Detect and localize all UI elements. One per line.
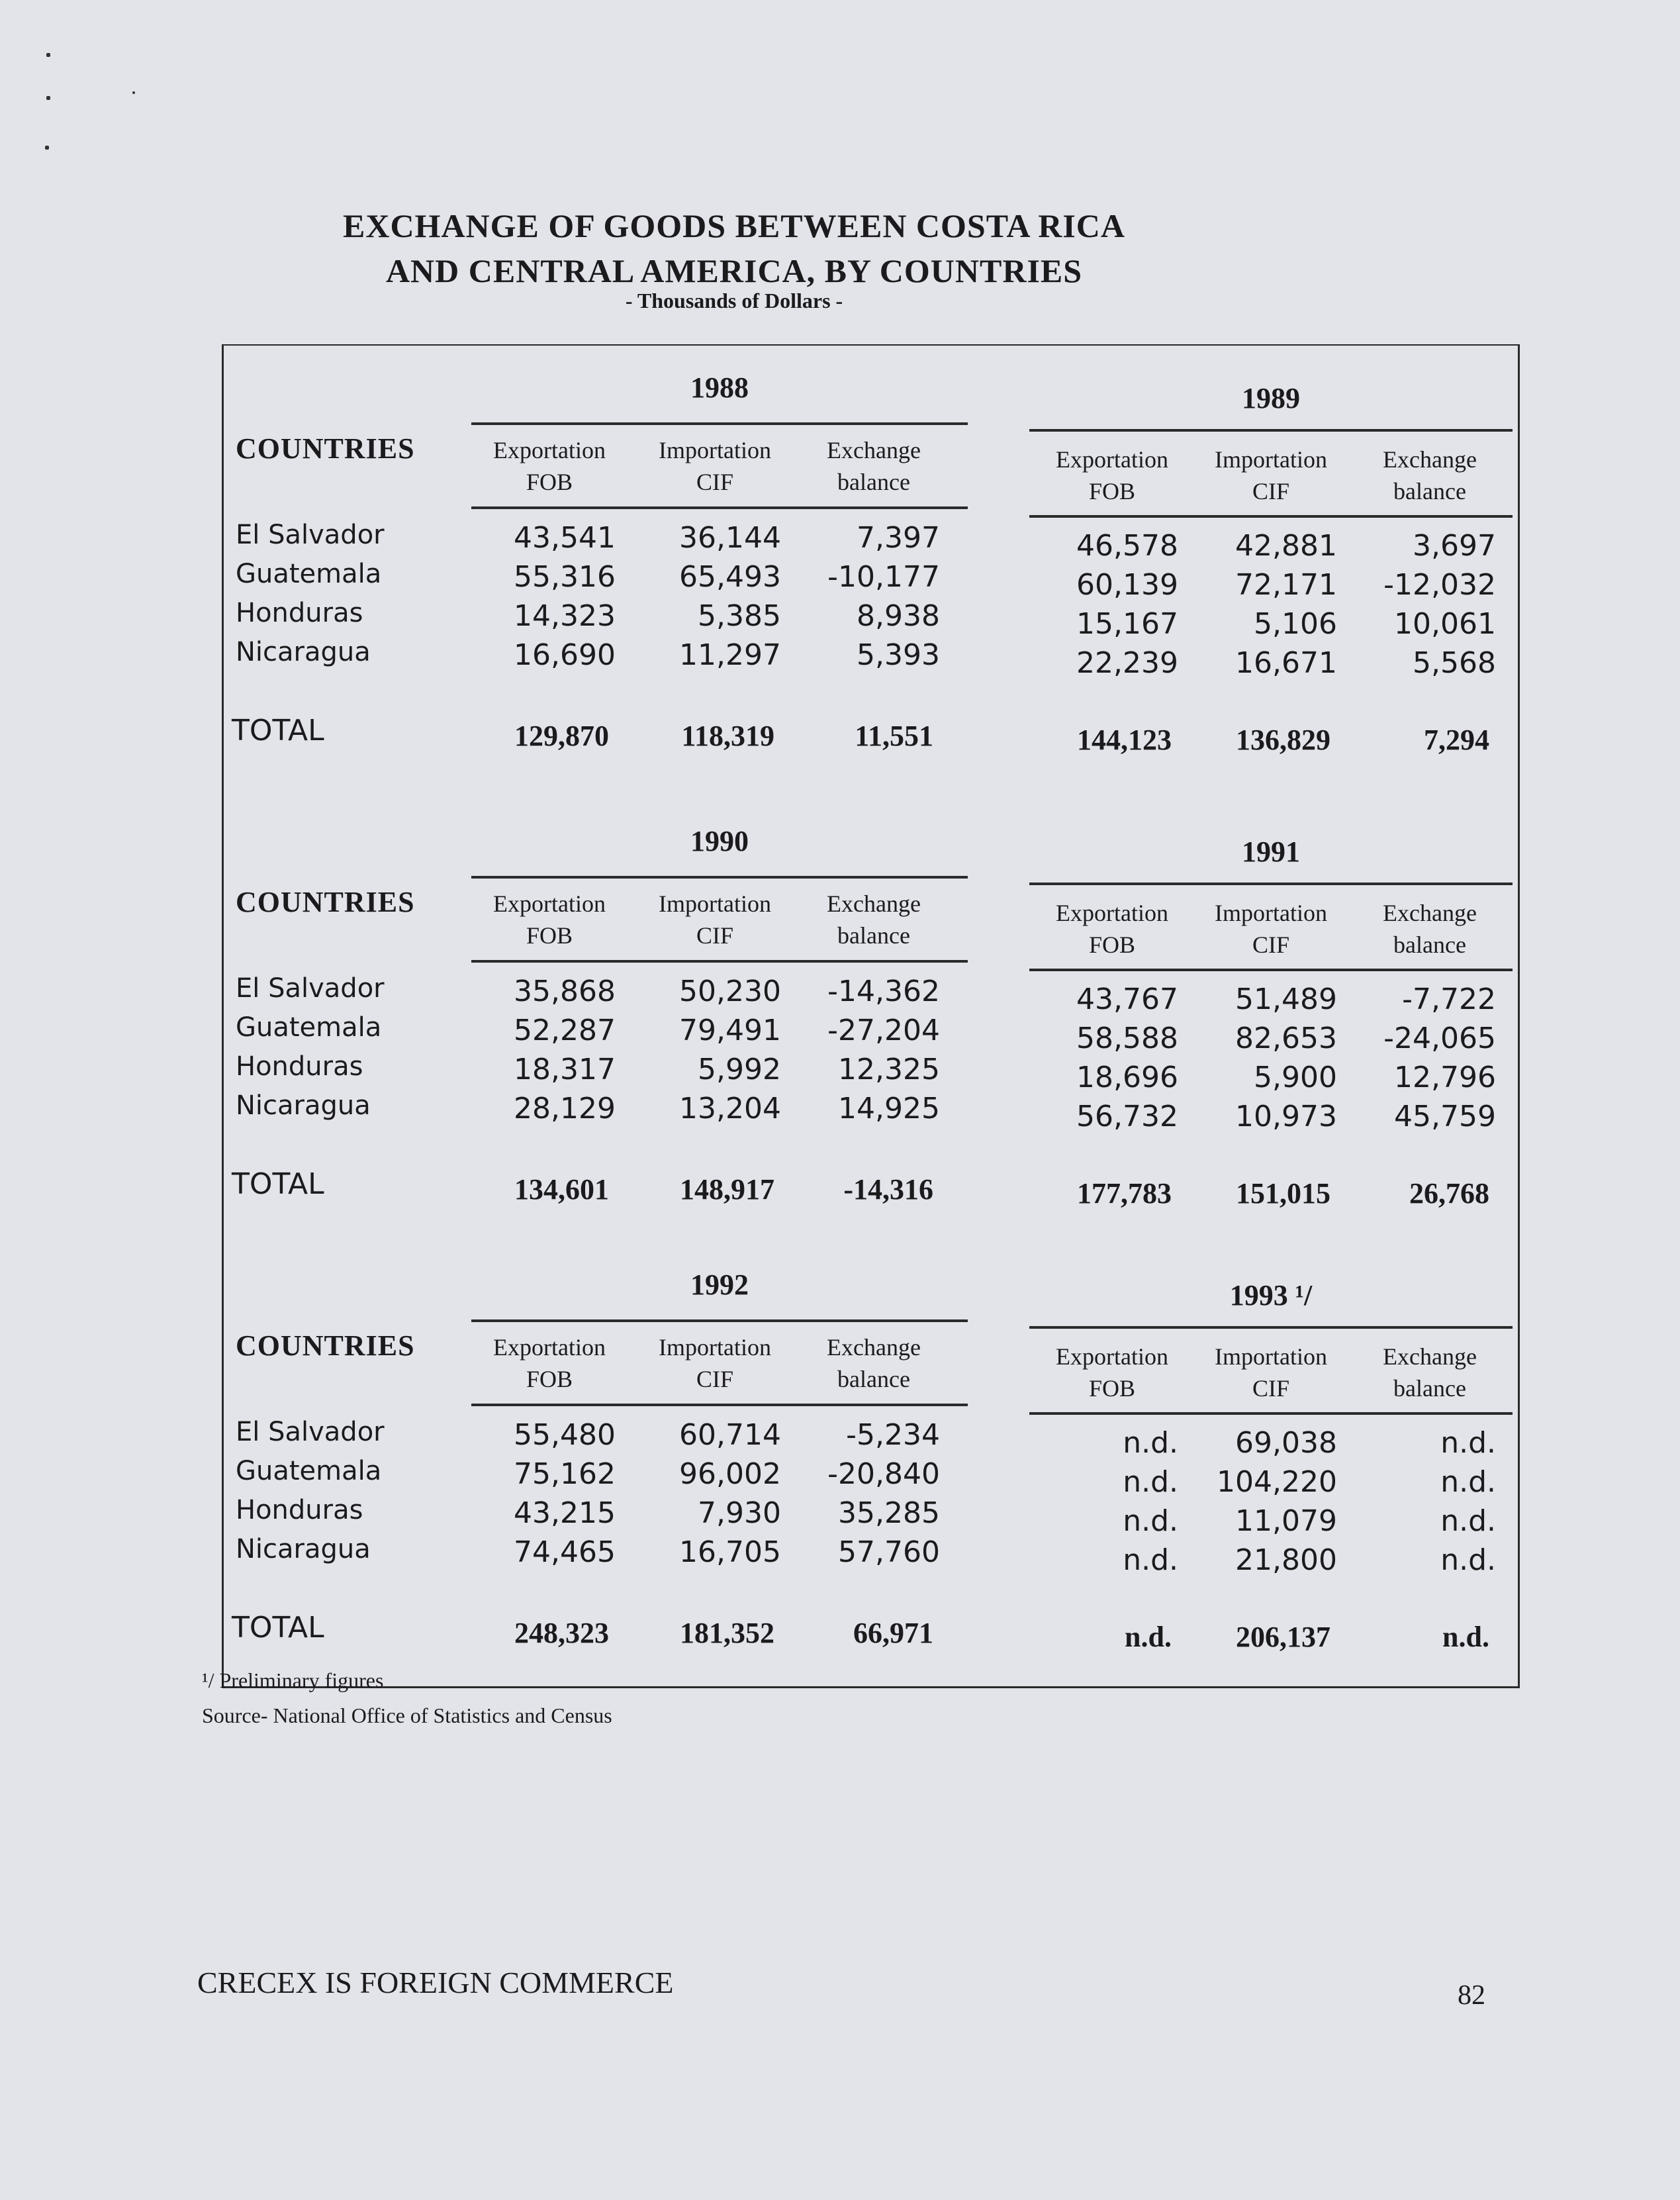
header-rule	[1029, 969, 1513, 971]
scan-speck	[132, 91, 135, 94]
header-rule	[471, 960, 968, 963]
column-header: Exportation FOB	[493, 437, 606, 495]
year-label-right: 1989	[1242, 382, 1300, 414]
table-cell: 12,796	[1394, 1061, 1496, 1094]
table-cell: 11,297	[679, 638, 781, 672]
table-cell: n.d.	[1440, 1504, 1496, 1538]
column-header: Exportation FOB	[493, 890, 606, 949]
table-cell: 96,002	[679, 1457, 781, 1491]
year-label-right: 1991	[1242, 836, 1300, 868]
column-header: Exchange balance	[1383, 1343, 1477, 1402]
table-cell: 3,697	[1413, 529, 1496, 563]
column-header: Importation CIF	[1215, 446, 1327, 504]
table-cell: 5,900	[1254, 1061, 1337, 1094]
countries-header: COUNTRIES	[236, 1329, 415, 1362]
table-cell: n.d.	[1123, 1465, 1178, 1499]
column-header: Exportation FOB	[1056, 446, 1168, 504]
table-cell: -14,362	[827, 975, 940, 1008]
table-cell: 50,230	[679, 975, 781, 1008]
table-cell: n.d.	[1123, 1543, 1178, 1577]
table-cell: 72,171	[1235, 568, 1337, 602]
column-header: Exportation FOB	[1056, 1343, 1168, 1402]
total-cell: 11,551	[855, 720, 933, 752]
table-cell: 10,061	[1394, 607, 1496, 641]
table-cell: 60,139	[1076, 568, 1178, 602]
column-header: Exportation FOB	[1056, 900, 1168, 958]
column-header: Importation CIF	[659, 890, 771, 949]
year-rule	[471, 1319, 968, 1322]
table-cell: 56,732	[1076, 1100, 1178, 1133]
table-cell: 5,992	[698, 1053, 781, 1086]
page-number: 82	[1458, 1980, 1485, 2011]
year-rule	[1029, 883, 1513, 885]
footnote: ¹/ Preliminary figures	[202, 1668, 384, 1692]
column-header: Importation CIF	[659, 437, 771, 495]
table-cell: 5,568	[1413, 646, 1496, 680]
countries-header: COUNTRIES	[236, 886, 415, 918]
year-label-left: 1990	[690, 825, 749, 857]
total-cell: -14,316	[843, 1173, 933, 1206]
table-cell: 46,578	[1076, 529, 1178, 563]
footer-text: CRECEX IS FOREIGN COMMERCE	[197, 1966, 674, 1999]
table-cell: 15,167	[1076, 607, 1178, 641]
table-cell: 13,204	[679, 1092, 781, 1125]
country-label: Guatemala	[236, 559, 382, 589]
table-cell: 57,760	[838, 1535, 940, 1569]
column-header: Importation CIF	[1215, 900, 1327, 958]
table-cell: 7,930	[698, 1496, 781, 1530]
country-label: Honduras	[236, 1495, 363, 1525]
table-cell: 21,800	[1235, 1543, 1337, 1577]
country-label: Honduras	[236, 598, 363, 628]
total-cell: 129,870	[514, 720, 609, 752]
country-label: Nicaragua	[236, 1090, 371, 1121]
table-cell: 28,129	[514, 1092, 616, 1125]
column-header: Importation CIF	[659, 1334, 771, 1392]
total-cell: 148,917	[680, 1173, 774, 1206]
table-cell: 8,938	[857, 599, 940, 633]
table-cell: 43,215	[514, 1496, 616, 1530]
total-cell: 177,783	[1077, 1177, 1172, 1210]
year-rule	[471, 876, 968, 879]
table-cell: -12,032	[1383, 568, 1496, 602]
column-header: Exportation FOB	[493, 1334, 606, 1392]
table-cell: -10,177	[827, 560, 940, 594]
table-cell: -24,065	[1383, 1022, 1496, 1055]
table-cell: 11,079	[1235, 1504, 1337, 1538]
header-rule	[471, 506, 968, 509]
table-cell: 14,323	[514, 599, 616, 633]
country-label: El Salvador	[236, 973, 385, 1004]
table-cell: n.d.	[1440, 1543, 1496, 1577]
table-cell: 16,690	[514, 638, 616, 672]
table-cell: n.d.	[1123, 1426, 1178, 1460]
table-cell: 79,491	[679, 1014, 781, 1047]
header-rule	[1029, 1412, 1513, 1415]
table-cell: 18,696	[1076, 1061, 1178, 1094]
total-cell: 136,829	[1236, 724, 1330, 756]
table-cell: -5,234	[846, 1418, 940, 1452]
table-cell: 42,881	[1235, 529, 1337, 563]
table-cell: 65,493	[679, 560, 781, 594]
table-cell: 74,465	[514, 1535, 616, 1569]
country-label: El Salvador	[236, 520, 385, 550]
total-cell: 248,323	[514, 1617, 609, 1649]
scan-speck	[46, 96, 50, 100]
page-subtitle: - Thousands of Dollars -	[625, 289, 843, 312]
table-cell: 104,220	[1217, 1465, 1337, 1499]
table-cell: 75,162	[514, 1457, 616, 1491]
total-cell: 118,319	[681, 720, 774, 752]
table-cell: n.d.	[1440, 1426, 1496, 1460]
table-cell: 55,316	[514, 560, 616, 594]
country-label: Nicaragua	[236, 1534, 371, 1564]
year-label-left: 1988	[690, 371, 749, 404]
column-header: Exchange balance	[827, 1334, 921, 1392]
total-cell: 134,601	[514, 1173, 609, 1206]
country-label: El Salvador	[236, 1417, 385, 1447]
source-note: Source- National Office of Statistics and Census	[202, 1703, 612, 1727]
table-cell: 35,285	[838, 1496, 940, 1530]
table-cell: 16,705	[679, 1535, 781, 1569]
scan-speck	[45, 146, 49, 150]
country-label: Nicaragua	[236, 637, 371, 667]
country-label: Honduras	[236, 1051, 363, 1082]
year-label-right: 1993 ¹/	[1229, 1279, 1313, 1312]
table-cell: 43,541	[514, 521, 616, 555]
total-cell: 144,123	[1077, 724, 1172, 756]
total-cell: 206,137	[1236, 1621, 1330, 1653]
total-cell: 66,971	[853, 1617, 933, 1649]
table-cell: 69,038	[1235, 1426, 1337, 1460]
table-cell: 5,385	[698, 599, 781, 633]
total-cell: n.d.	[1125, 1621, 1172, 1653]
table-cell: 35,868	[514, 975, 616, 1008]
table-cell: 36,144	[679, 521, 781, 555]
table-cell: 22,239	[1076, 646, 1178, 680]
column-header: Exchange balance	[1383, 900, 1477, 958]
total-cell: 7,294	[1424, 724, 1489, 756]
table-cell: 12,325	[838, 1053, 940, 1086]
column-header: Exchange balance	[827, 890, 921, 949]
column-header: Exchange balance	[1383, 446, 1477, 504]
table-cell: 7,397	[857, 521, 940, 555]
country-label: Guatemala	[236, 1456, 382, 1486]
year-label-left: 1992	[690, 1268, 749, 1301]
column-header: Importation CIF	[1215, 1343, 1327, 1402]
table-cell: n.d.	[1440, 1465, 1496, 1499]
page-title-line-2: AND CENTRAL AMERICA, BY COUNTRIES	[385, 252, 1083, 289]
table-cell: 52,287	[514, 1014, 616, 1047]
table-cell: n.d.	[1123, 1504, 1178, 1538]
country-label: Guatemala	[236, 1012, 382, 1043]
total-label: TOTAL	[232, 714, 324, 747]
total-cell: 26,768	[1409, 1177, 1489, 1210]
table-cell: 45,759	[1394, 1100, 1496, 1133]
table-cell: 14,925	[838, 1092, 940, 1125]
table-cell: -7,722	[1402, 982, 1496, 1016]
column-header: Exchange balance	[827, 437, 921, 495]
table-cell: 10,973	[1235, 1100, 1337, 1133]
table-cell: 5,106	[1254, 607, 1337, 641]
year-rule	[471, 422, 968, 425]
countries-header: COUNTRIES	[236, 432, 415, 465]
year-rule	[1029, 1326, 1513, 1329]
table-cell: -20,840	[827, 1457, 940, 1491]
total-cell: 151,015	[1236, 1177, 1330, 1210]
table-cell: 58,588	[1076, 1022, 1178, 1055]
table-cell: 51,489	[1235, 982, 1337, 1016]
table-cell: 16,671	[1235, 646, 1337, 680]
total-cell: 181,352	[680, 1617, 774, 1649]
page-title: EXCHANGE OF GOODS BETWEEN COSTA RICA	[342, 207, 1126, 244]
total-label: TOTAL	[232, 1611, 324, 1645]
table-cell: 82,653	[1235, 1022, 1337, 1055]
table-cell: 5,393	[857, 638, 940, 672]
total-cell: n.d.	[1442, 1621, 1489, 1653]
header-rule	[1029, 515, 1513, 518]
total-label: TOTAL	[232, 1167, 324, 1201]
table-cell: -27,204	[827, 1014, 940, 1047]
table-cell: 60,714	[679, 1418, 781, 1452]
table-cell: 43,767	[1076, 982, 1178, 1016]
table-cell: 18,317	[514, 1053, 616, 1086]
year-rule	[1029, 429, 1513, 432]
table-cell: 55,480	[514, 1418, 616, 1452]
scan-speck	[46, 53, 50, 57]
header-rule	[471, 1404, 968, 1406]
